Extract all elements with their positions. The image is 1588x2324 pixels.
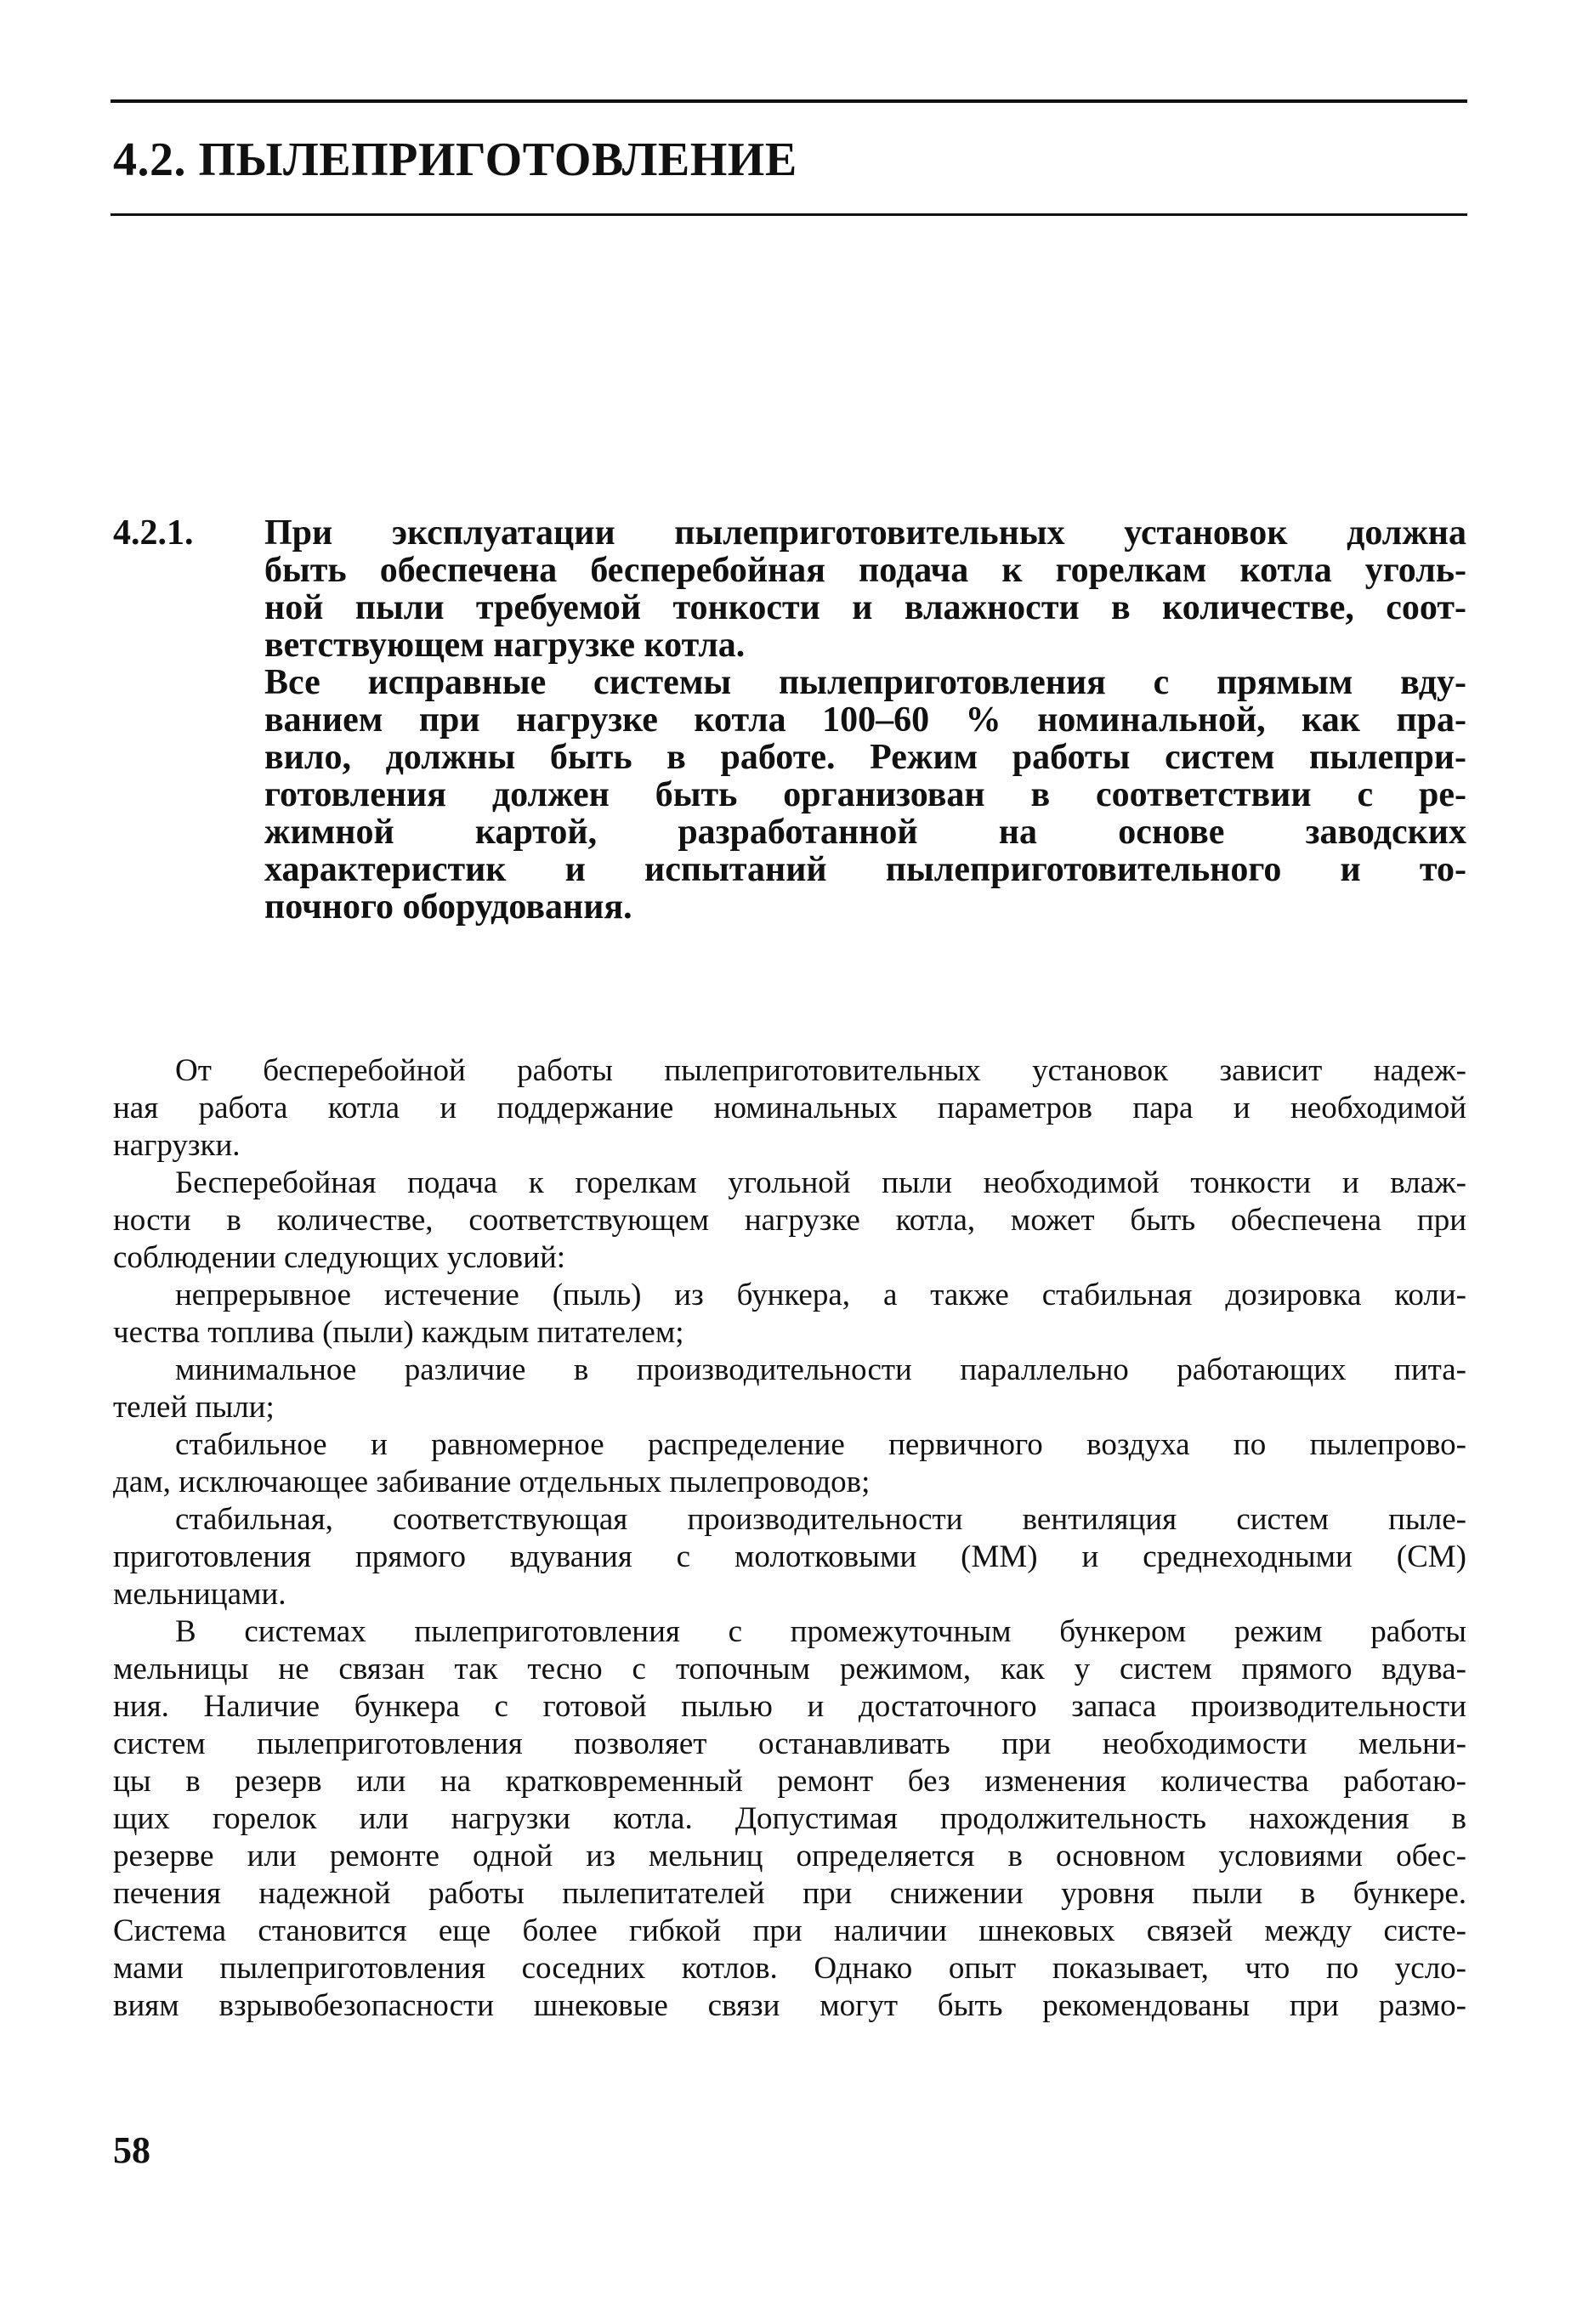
paragraph-first-line: стабильная, соответствующая производительности вентиляция систем пыле- bbox=[175, 1502, 1466, 1537]
section-bold-text bbox=[264, 514, 1466, 926]
paragraph-first-line: Бесперебойная подача к горелкам угольной пыли необходимой тонкости и влаж- bbox=[175, 1165, 1466, 1200]
paragraph-line: ная работа котла и поддержание номинальных параметров пара и необходимой bbox=[113, 1091, 1466, 1125]
paragraph-line: печения надежной работы пылепитателей при снижении уровня пыли в бункере. bbox=[113, 1876, 1466, 1911]
paragraph-line: приготовления прямого вдувания с молотковыми (ММ) и среднеходными (СМ) bbox=[113, 1539, 1466, 1574]
paragraph-line: мельницами. bbox=[113, 1577, 286, 1612]
section-number: 4.2.1. bbox=[113, 513, 194, 553]
section-line: При эксплуатации пылеприготовительных установок должна bbox=[264, 513, 1466, 553]
section-line: характеристик и испытаний пылеприготовительного и то- bbox=[264, 850, 1466, 889]
section-line: почного оборудования. bbox=[264, 887, 632, 927]
paragraph-line: соблюдении следующих условий: bbox=[113, 1240, 566, 1275]
section-line: вило, должны быть в работе. Режим работы систем пылепри- bbox=[264, 738, 1466, 777]
section-line: готовления должен быть организован в соответствии с ре- bbox=[264, 775, 1466, 814]
paragraph-line: щих горелок или нагрузки котла. Допустимая продолжительность нахождения в bbox=[113, 1801, 1466, 1836]
paragraph-line: дам, исключающее забивание отдельных пылепроводов; bbox=[113, 1465, 871, 1499]
paragraph-line: чества топлива (пыли) каждым питателем; bbox=[113, 1315, 684, 1350]
section-line: ванием при нагрузке котла 100–60 % номинальной, как пра- bbox=[264, 700, 1466, 740]
header-rule-top bbox=[111, 99, 1467, 103]
paragraph-first-line: минимальное различие в производительности параллельно работающих пита- bbox=[175, 1352, 1466, 1387]
paragraph-first-line: В системах пылеприготовления с промежуточным бункером режим работы bbox=[175, 1614, 1466, 1649]
paragraph-line: мельницы не связан так тесно с топочным режимом, как у систем прямого вдува- bbox=[113, 1652, 1466, 1686]
paragraph-line: телей пыли; bbox=[113, 1390, 275, 1425]
paragraph-line: нагрузки. bbox=[113, 1128, 241, 1163]
chapter-title: 4.2. ПЫЛЕПРИГОТОВЛЕНИЕ bbox=[113, 133, 797, 186]
paragraph-line: Система становится еще более гибкой при наличии шнековых связей между систе- bbox=[113, 1913, 1466, 1948]
paragraph-line: мами пылеприготовления соседних котлов. Однако опыт показывает, что по усло- bbox=[113, 1951, 1466, 1986]
paragraph-line: систем пылеприготовления позволяет останавливать при необходимости мельни- bbox=[113, 1726, 1466, 1761]
section-line: Все исправные системы пылеприготовления с прямым вду- bbox=[264, 663, 1466, 702]
body-text bbox=[113, 1052, 1466, 2025]
paragraph-first-line: От бесперебойной работы пылеприготовительных установок зависит надеж- bbox=[175, 1053, 1466, 1088]
section-line: ветствующем нагрузке котла. bbox=[264, 626, 746, 665]
section-line: жимной картой, разработанной на основе заводских bbox=[264, 813, 1466, 852]
section-line: ной пыли требуемой тонкости и влажности в количестве, соот- bbox=[264, 588, 1466, 627]
paragraph-first-line: непрерывное истечение (пыль) из бункера, а также стабильная дозировка коли- bbox=[175, 1278, 1466, 1312]
paragraph-line: цы в резерв или на кратковременный ремонт без изменения количества работаю- bbox=[113, 1764, 1466, 1799]
header-rule-bottom bbox=[111, 213, 1467, 216]
paragraph-line: ния. Наличие бункера с готовой пылью и достаточного запаса производительности bbox=[113, 1689, 1466, 1724]
paragraph-first-line: стабильное и равномерное распределение первичного воздуха по пылепрово- bbox=[175, 1427, 1466, 1462]
paragraph-line: ности в количестве, соответствующем нагрузке котла, может быть обеспечена при bbox=[113, 1203, 1466, 1238]
page-number: 58 bbox=[113, 2129, 150, 2171]
paragraph-line: резерве или ремонте одной из мельниц определяется в основном условиями обес- bbox=[113, 1839, 1466, 1873]
section-line: быть обеспечена бесперебойная подача к горелкам котла уголь- bbox=[264, 551, 1466, 590]
paragraph-line: виям взрывобезопасности шнековые связи могут быть рекомендованы при размо- bbox=[113, 1988, 1466, 2023]
